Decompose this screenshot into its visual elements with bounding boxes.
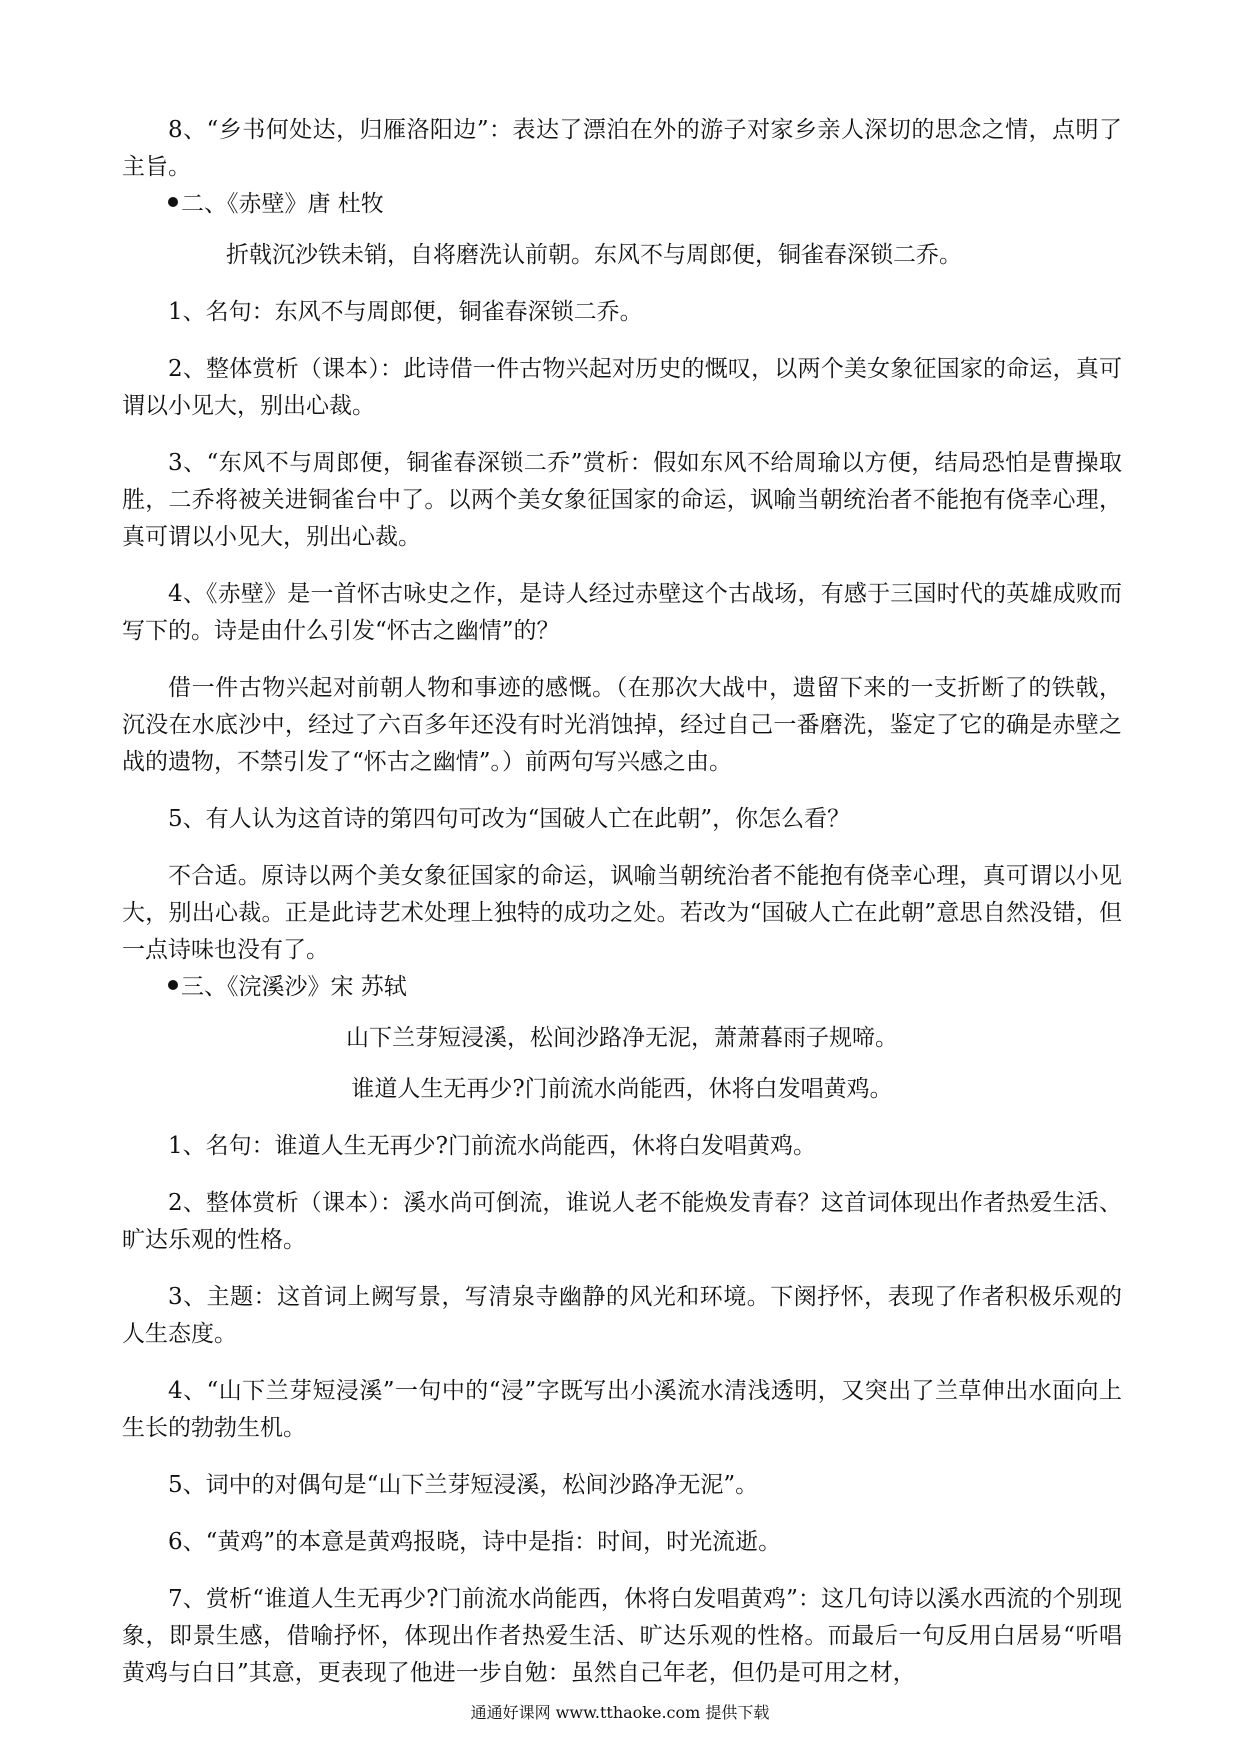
list-item: 4、《赤壁》是一首怀古咏史之作，是诗人经过赤壁这个古战场，有感于三国时代的英雄成败而写下的。诗是由什么引发“怀古之幽情”的？ [122,581,1122,644]
list-item: 7、赏析“谁道人生无再少?门前流水尚能西，休将白发唱黄鸡”：这几句诗以溪水西流的个别现象，即景生感，借喻抒怀，体现出作者热爱生活、旷达乐观的性格。而最后一句反用白居易“听唱黄鸡与白日”其意，更表现了他进一步自勉：虽然自己年老，但仍是可用之材， [122,1586,1122,1686]
answer-paragraph: 不合适。原诗以两个美女象征国家的命运，讽喻当朝统治者不能抱有侥幸心理，真可谓以小见大，别出心裁。正是此诗艺术处理上独特的成功之处。若改为“国破人亡在此朝”意思自然没错，但一点诗味也没有了。 [122,863,1122,963]
section-heading-text: 三、《浣溪沙》宋 苏轼 [181,974,407,1000]
section-heading-huanxisha [122,969,1122,1006]
list-item: 3、主题：这首词上阙写景，写清泉寺幽静的风光和环境。下阕抒怀，表现了作者积极乐观的人生态度。 [122,1284,1122,1347]
list-item: 5、有人认为这首诗的第四句可改为“国破人亡在此朝”，你怎么看？ [168,806,851,832]
page-footer: 通通好课网 www.tthaoke.com 提供下载 [470,1703,770,1722]
poem-verse-line-2: 谁道人生无再少?门前流水尚能西，休将白发唱黄鸡。 [351,1076,893,1102]
list-item: 5、词中的对偶句是“山下兰芽短浸溪，松间沙路净无泥”。 [168,1472,759,1498]
list-item: 4、“山下兰芽短浸溪”一句中的“浸”字既写出小溪流水清浅透明，又突出了兰草伸出水面向上生长的勃勃生机。 [122,1378,1122,1441]
list-item: 2、整体赏析（课本）：溪水尚可倒流，谁说人老不能焕发青春？这首词体现出作者热爱生活、旷达乐观的性格。 [122,1190,1122,1253]
list-item: 6、“黄鸡”的本意是黄鸡报晓，诗中是指：时间，时光流逝。 [168,1529,782,1555]
section-heading-text: 二、《赤壁》唐 杜牧 [181,191,384,217]
bullet-icon [168,197,178,207]
list-item: 1、名句：东风不与周郎便，铜雀春深锁二乔。 [168,299,643,325]
paragraph-item-8: 8、“乡书何处达，归雁洛阳边”：表达了漂泊在外的游子对家乡亲人深切的思念之情，点明了主旨。 [122,117,1122,180]
document-body [122,112,1122,1692]
list-item: 2、整体赏析（课本）：此诗借一件古物兴起对历史的慨叹，以两个美女象征国家的命运，真可谓以小见大，别出心裁。 [122,356,1122,419]
bullet-icon [168,980,178,990]
list-item: 1、名句：谁道人生无再少?门前流水尚能西，休将白发唱黄鸡。 [168,1133,816,1159]
poem-verse: 折戟沉沙铁未销，自将磨洗认前朝。东风不与周郎便，铜雀春深锁二乔。 [226,242,962,268]
section-heading-chibi [122,186,1122,223]
poem-verse-line-1: 山下兰芽短浸溪，松间沙路净无泥，萧萧暮雨子规啼。 [346,1025,898,1051]
list-item: 3、“东风不与周郎便，铜雀春深锁二乔”赏析：假如东风不给周瑜以方便，结局恐怕是曹操取胜，二乔将被关进铜雀台中了。以两个美女象征国家的命运，讽喻当朝统治者不能抱有侥幸心理，真可谓以小见大，别出心裁。 [122,450,1122,550]
answer-paragraph: 借一件古物兴起对前朝人物和事迹的感慨。（在那次大战中，遗留下来的一支折断了的铁戟，沉没在水底沙中，经过了六百多年还没有时光消蚀掉，经过自己一番磨洗，鉴定了它的确是赤壁之战的遗物，不禁引发了“怀古之幽情”。）前两句写兴感之由。 [122,675,1122,775]
